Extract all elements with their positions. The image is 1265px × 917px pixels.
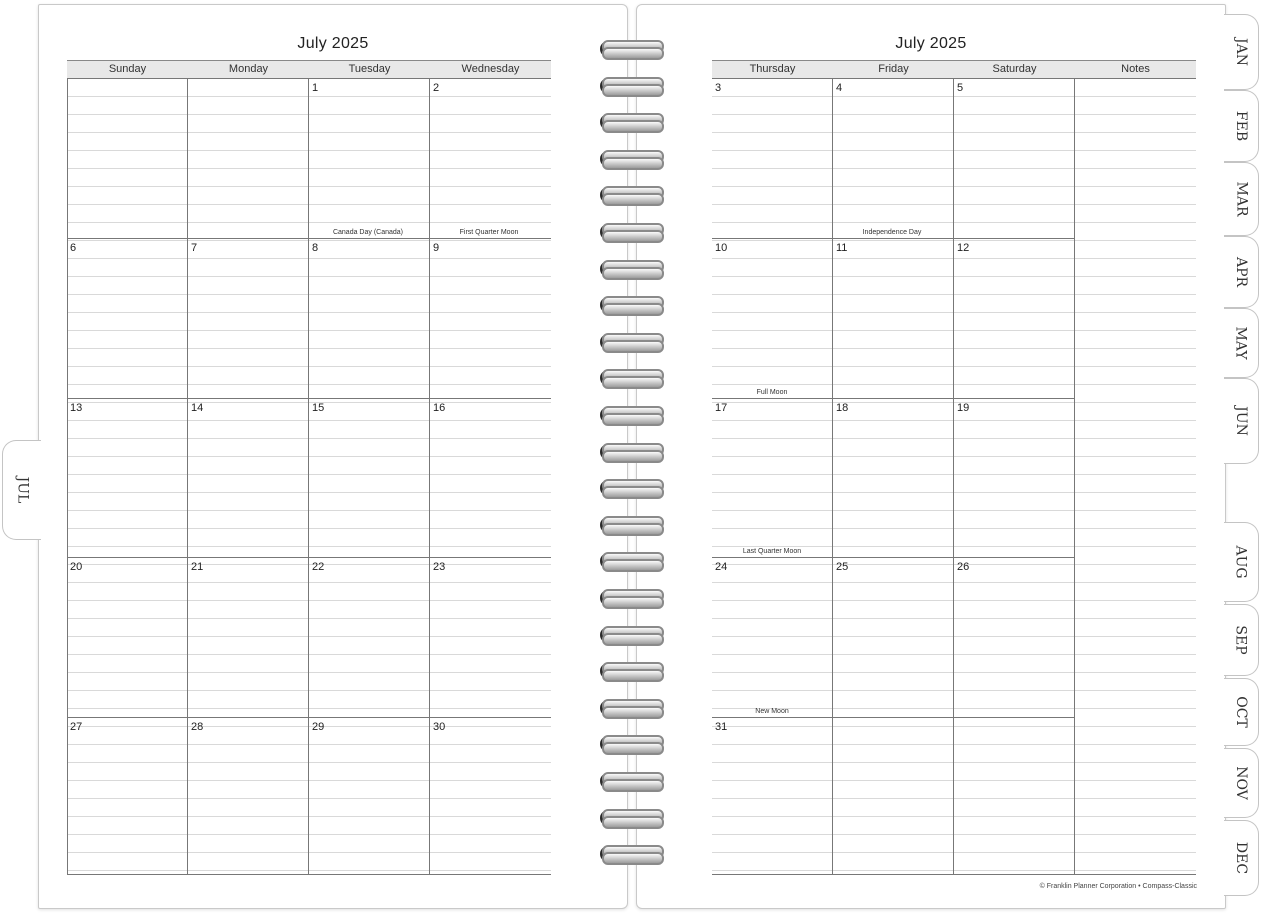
spiral-ring xyxy=(592,809,656,827)
day-cell-number[interactable]: 14 xyxy=(191,402,204,414)
event-first-quarter-moon: First Quarter Moon xyxy=(459,229,519,236)
spiral-binding xyxy=(580,30,680,890)
event-canada-day: Canada Day (Canada) xyxy=(332,229,404,236)
day-cell-number[interactable]: 5 xyxy=(957,82,964,94)
tab-label: MAY xyxy=(1233,326,1249,360)
day-cell-number[interactable]: 13 xyxy=(70,402,83,414)
day-cell-number[interactable]: 8 xyxy=(312,242,319,254)
spiral-ring xyxy=(592,77,656,95)
day-cell-number[interactable]: 25 xyxy=(836,561,849,573)
day-cell-number[interactable]: 7 xyxy=(191,242,198,254)
day-cell-number[interactable]: 15 xyxy=(312,402,325,414)
event-full-moon: Full Moon xyxy=(756,389,788,396)
spiral-ring xyxy=(592,552,656,570)
tab-aug[interactable] xyxy=(1224,522,1259,602)
day-cell-number[interactable]: 22 xyxy=(312,561,325,573)
grid-line xyxy=(953,79,954,874)
wire-loop xyxy=(602,267,664,280)
week-divider xyxy=(712,717,1074,718)
week-divider xyxy=(67,717,551,718)
right-calendar-body xyxy=(712,78,1196,875)
spiral-ring xyxy=(592,260,656,278)
tab-label: NOV xyxy=(1233,766,1249,800)
week-divider xyxy=(67,238,551,239)
day-cell-number[interactable]: 4 xyxy=(836,82,843,94)
tab-feb[interactable] xyxy=(1224,90,1259,162)
tab-label: DEC xyxy=(1233,841,1249,875)
spiral-ring xyxy=(592,113,656,131)
wire-loop xyxy=(602,816,664,829)
day-cell-number[interactable]: 31 xyxy=(715,721,728,733)
right-page-title: July 2025 xyxy=(895,35,967,52)
spiral-ring xyxy=(592,626,656,644)
day-cell-number[interactable]: 6 xyxy=(70,242,77,254)
tab-jan[interactable] xyxy=(1224,14,1259,90)
spiral-ring xyxy=(592,40,656,58)
day-cell-number[interactable]: 19 xyxy=(957,402,970,414)
spiral-ring xyxy=(592,589,656,607)
header-sunday: Sunday xyxy=(108,63,147,75)
wire-loop xyxy=(602,706,664,719)
spiral-ring xyxy=(592,296,656,314)
tab-label: FEB xyxy=(1232,110,1249,142)
day-cell-number[interactable]: 26 xyxy=(957,561,970,573)
day-cell-number[interactable]: 30 xyxy=(433,721,446,733)
wire-loop xyxy=(602,486,664,499)
left-page xyxy=(38,4,628,909)
day-cell-number[interactable]: 24 xyxy=(715,561,728,573)
day-cell-number[interactable]: 27 xyxy=(70,721,83,733)
tab-jun[interactable] xyxy=(1224,378,1259,464)
header-tuesday: Tuesday xyxy=(348,63,391,75)
grid-line xyxy=(1074,79,1075,874)
right-page xyxy=(636,4,1226,909)
event-last-quarter-moon: Last Quarter Moon xyxy=(742,548,802,555)
header-friday: Friday xyxy=(878,63,909,75)
right-weekday-header xyxy=(712,60,1196,78)
copyright-text: © Franklin Planner Corporation • Compass-Classic xyxy=(1039,883,1197,890)
tab-nov[interactable] xyxy=(1224,748,1259,818)
day-cell-number[interactable]: 17 xyxy=(715,402,728,414)
wire-loop xyxy=(602,120,664,133)
day-cell-number[interactable]: 11 xyxy=(836,242,848,254)
spiral-ring xyxy=(592,223,656,241)
wire-loop xyxy=(602,47,664,60)
wire-loop xyxy=(602,742,664,755)
spiral-ring xyxy=(592,150,656,168)
spiral-ring xyxy=(592,186,656,204)
day-cell-number[interactable]: 10 xyxy=(715,242,728,254)
tab-dec[interactable] xyxy=(1224,820,1259,896)
wire-loop xyxy=(602,303,664,316)
day-cell-number[interactable]: 21 xyxy=(191,561,204,573)
day-cell-number[interactable]: 12 xyxy=(957,242,970,254)
header-saturday: Saturday xyxy=(992,63,1037,75)
day-cell-number[interactable]: 29 xyxy=(312,721,325,733)
left-calendar-grid xyxy=(67,60,551,875)
header-wednesday: Wednesday xyxy=(461,63,520,75)
tab-label: OCT xyxy=(1233,696,1249,728)
wire-loop xyxy=(602,596,664,609)
week-divider xyxy=(67,398,551,399)
wire-loop xyxy=(602,779,664,792)
left-weekday-header xyxy=(67,60,551,78)
tab-oct[interactable] xyxy=(1224,678,1259,746)
week-divider xyxy=(712,238,1074,239)
left-calendar-body xyxy=(67,78,551,875)
spiral-ring xyxy=(592,516,656,534)
wire-loop xyxy=(602,450,664,463)
week-divider xyxy=(712,398,1074,399)
wire-loop xyxy=(602,523,664,536)
tab-may[interactable] xyxy=(1224,308,1259,378)
tab-label: JUN xyxy=(1232,406,1249,436)
spiral-ring xyxy=(592,479,656,497)
spiral-ring xyxy=(592,699,656,717)
day-cell-number[interactable]: 20 xyxy=(70,561,83,573)
wire-loop xyxy=(602,157,664,170)
tab-label: APR xyxy=(1232,256,1249,288)
day-cell-number[interactable]: 18 xyxy=(836,402,849,414)
wire-loop xyxy=(602,340,664,353)
header-thursday: Thursday xyxy=(749,63,796,75)
header-monday: Monday xyxy=(228,63,269,75)
spiral-ring xyxy=(592,443,656,461)
tab-label: MAR xyxy=(1233,181,1249,217)
header-notes: Notes xyxy=(1121,63,1150,75)
wire-loop xyxy=(602,669,664,682)
tab-sep[interactable] xyxy=(1224,604,1259,676)
wire-loop xyxy=(602,413,664,426)
wire-loop xyxy=(602,633,664,646)
spiral-ring xyxy=(592,406,656,424)
day-cell-number[interactable]: 9 xyxy=(433,242,440,254)
day-cell-number[interactable]: 23 xyxy=(433,561,446,573)
event-new-moon: New Moon xyxy=(755,708,789,715)
wire-loop xyxy=(602,559,664,572)
tab-apr[interactable] xyxy=(1224,236,1259,308)
spiral-ring xyxy=(592,333,656,351)
wire-loop xyxy=(602,230,664,243)
left-page-title: July 2025 xyxy=(297,35,369,52)
tab-label: JUL xyxy=(14,476,30,504)
week-divider xyxy=(67,557,551,558)
week-divider xyxy=(712,557,1074,558)
wire-loop xyxy=(602,852,664,865)
day-cell-number[interactable]: 28 xyxy=(191,721,204,733)
wire-loop xyxy=(602,84,664,97)
event-independence-day: Independence Day xyxy=(862,229,922,236)
spiral-ring xyxy=(592,845,656,863)
wire-loop xyxy=(602,193,664,206)
spiral-ring xyxy=(592,662,656,680)
tab-label: SEP xyxy=(1232,625,1249,655)
grid-line xyxy=(832,79,833,874)
spiral-ring xyxy=(592,735,656,753)
tab-mar[interactable] xyxy=(1224,162,1259,236)
right-calendar-grid xyxy=(712,60,1196,875)
day-cell-number[interactable]: 3 xyxy=(715,82,722,94)
day-cell-number[interactable]: 16 xyxy=(433,402,446,414)
tab-label: JAN xyxy=(1232,38,1249,66)
grid-line xyxy=(429,79,430,874)
wire-loop xyxy=(602,376,664,389)
tab-jul[interactable] xyxy=(2,440,41,540)
spiral-ring xyxy=(592,772,656,790)
tab-label: AUG xyxy=(1233,545,1249,579)
spiral-ring xyxy=(592,369,656,387)
grid-line xyxy=(67,79,68,874)
day-cell-number[interactable]: 1 xyxy=(312,82,319,94)
grid-line xyxy=(308,79,309,874)
day-cell-number[interactable]: 2 xyxy=(433,82,440,94)
grid-line xyxy=(187,79,188,874)
